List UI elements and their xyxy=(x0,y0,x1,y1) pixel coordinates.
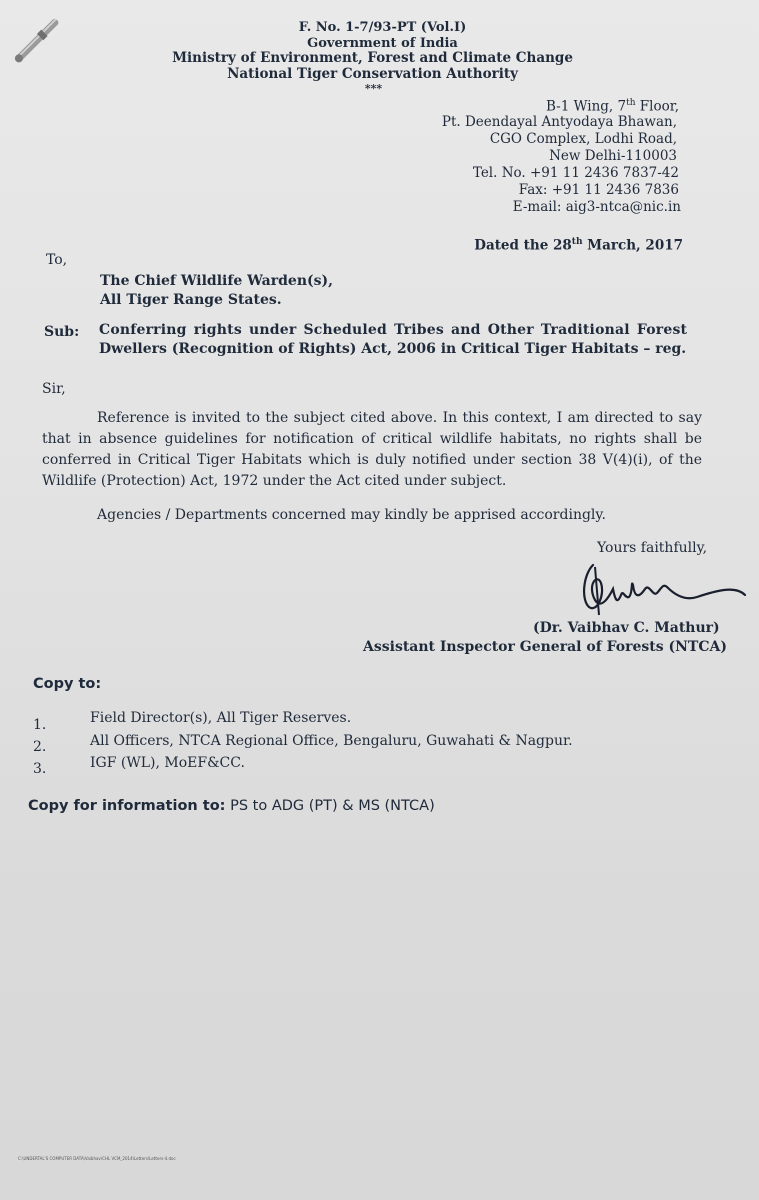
copy-to-heading: Copy to: xyxy=(33,676,102,692)
salutation: Sir, xyxy=(42,381,66,397)
body-paragraph-2: Agencies / Departments concerned may kindly be apprised accordingly. xyxy=(97,507,606,523)
address-fax: Fax: +91 11 2436 7836 xyxy=(518,182,679,198)
subject-line-1: Conferring rights under Scheduled Tribes and Other Traditional Forest xyxy=(99,322,688,338)
handwritten-signature xyxy=(575,555,750,625)
copy-item-number-2: 2. xyxy=(33,739,47,755)
header-stars: *** xyxy=(364,82,383,95)
letter-date: Dated the 28th March, 2017 xyxy=(474,237,683,254)
signatory-designation: Assistant Inspector General of Forests (NTCA) xyxy=(363,639,727,655)
government-line: Government of India xyxy=(307,36,458,51)
address-tel: Tel. No. +91 11 2436 7837-42 xyxy=(472,165,679,181)
address-building: Pt. Deendayal Antyodaya Bhawan, xyxy=(441,114,677,130)
address-email: E-mail: aig3-ntca@nic.in xyxy=(512,199,681,215)
recipient-line-1: The Chief Wildlife Warden(s), xyxy=(100,273,333,289)
copy-item-number-1: 1. xyxy=(33,717,47,733)
copy-item-number-3: 3. xyxy=(33,761,47,777)
authority-line: National Tiger Conservation Authority xyxy=(227,66,518,82)
subject-label: Sub: xyxy=(44,324,80,340)
to-label: To, xyxy=(46,252,68,268)
signatory-name: (Dr. Vaibhav C. Mathur) xyxy=(533,620,720,636)
ministry-line: Ministry of Environment, Forest and Climate Change xyxy=(172,50,573,66)
copy-item-text-3: IGF (WL), MoEF&CC. xyxy=(90,755,245,771)
address-wing: B-1 Wing, 7th Floor, xyxy=(546,98,679,115)
closing-text: Yours faithfully, xyxy=(597,540,708,556)
recipient-line-2: All Tiger Range States. xyxy=(100,292,282,308)
copy-item-text-1: Field Director(s), All Tiger Reserves. xyxy=(90,710,352,726)
subject-line-2: Dwellers (Recognition of Rights) Act, 2006 in Critical Tiger Habitats – reg. xyxy=(99,341,687,357)
copy-item-text-2: All Officers, NTCA Regional Office, Bengaluru, Guwahati & Nagpur. xyxy=(90,733,573,749)
body-paragraph-1: Reference is invited to the subject cited above. In this context, I am directed to say that in absence guidelines for notification of critical wildlife habitats, no rights shall be conferred in Critical Tiger Habitats which is duly notified under section 38 V(4)(i), of the Wildlife (Protection) Act, 1972 under the Act cited under subject. xyxy=(42,410,702,489)
copy-for-information: Copy for information to: PS to ADG (PT) & MS (NTCA) xyxy=(28,798,435,814)
file-number: F. No. 1-7/93-PT (Vol.I) xyxy=(298,20,467,35)
address-city: New Delhi-110003 xyxy=(549,148,677,164)
address-complex: CGO Complex, Lodhi Road, xyxy=(489,131,677,147)
file-path-footer: C:\UNDERTAL'S COMPUTER DATA\Vaibhav\CHL VCM_2014\Letters\Letters-4.doc xyxy=(18,1156,176,1161)
